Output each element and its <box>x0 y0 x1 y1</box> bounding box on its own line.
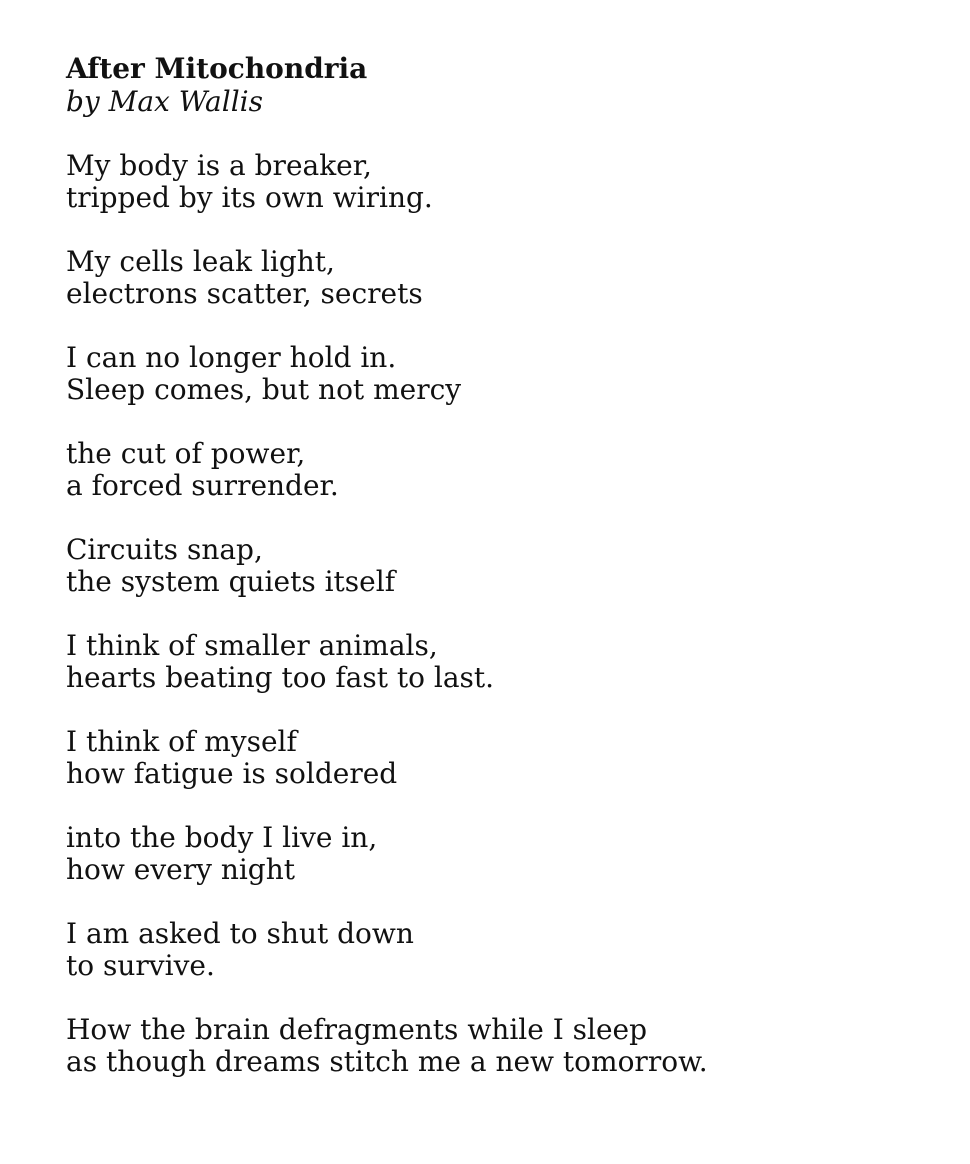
poem-line: how every night <box>66 853 296 886</box>
poem-line: as though dreams stitch me a new tomorrow. <box>66 1045 708 1078</box>
poem-line: Circuits snap, <box>66 533 263 566</box>
poem-line: I can no longer hold in. <box>66 341 397 374</box>
poem-line: How the brain defragments while I sleep <box>66 1013 648 1046</box>
poem-line: My body is a breaker, <box>66 149 372 182</box>
poem-line: how fatigue is soldered <box>66 757 398 790</box>
poem-line: to survive. <box>66 949 215 982</box>
poem-page <box>66 52 926 1110</box>
stanza-3 <box>66 342 926 406</box>
poem-line: tripped by its own wiring. <box>66 181 433 214</box>
poem-line: into the body I live in, <box>66 821 378 854</box>
stanza-6 <box>66 630 926 694</box>
poem-line: the system quiets itself <box>66 565 396 598</box>
stanza-10 <box>66 1014 926 1078</box>
poem-line: My cells leak light, <box>66 245 335 278</box>
poem-line: I think of smaller animals, <box>66 629 438 662</box>
poem-line: I think of myself <box>66 725 297 758</box>
stanza-9 <box>66 918 926 982</box>
stanza-7 <box>66 726 926 790</box>
stanza-4 <box>66 438 926 502</box>
poem-line: the cut of power, <box>66 437 306 470</box>
stanza-1 <box>66 150 926 214</box>
poem-line: Sleep comes, but not mercy <box>66 373 462 406</box>
stanza-2 <box>66 246 926 310</box>
poem-author: by Max Wallis <box>66 85 263 118</box>
poem-line: I am asked to shut down <box>66 917 414 950</box>
poem-title: After Mitochondria <box>66 52 368 85</box>
stanza-8 <box>66 822 926 886</box>
poem-line: electrons scatter, secrets <box>66 277 423 310</box>
poem-line: hearts beating too fast to last. <box>66 661 495 694</box>
stanza-5 <box>66 534 926 598</box>
poem-line: a forced surrender. <box>66 469 339 502</box>
